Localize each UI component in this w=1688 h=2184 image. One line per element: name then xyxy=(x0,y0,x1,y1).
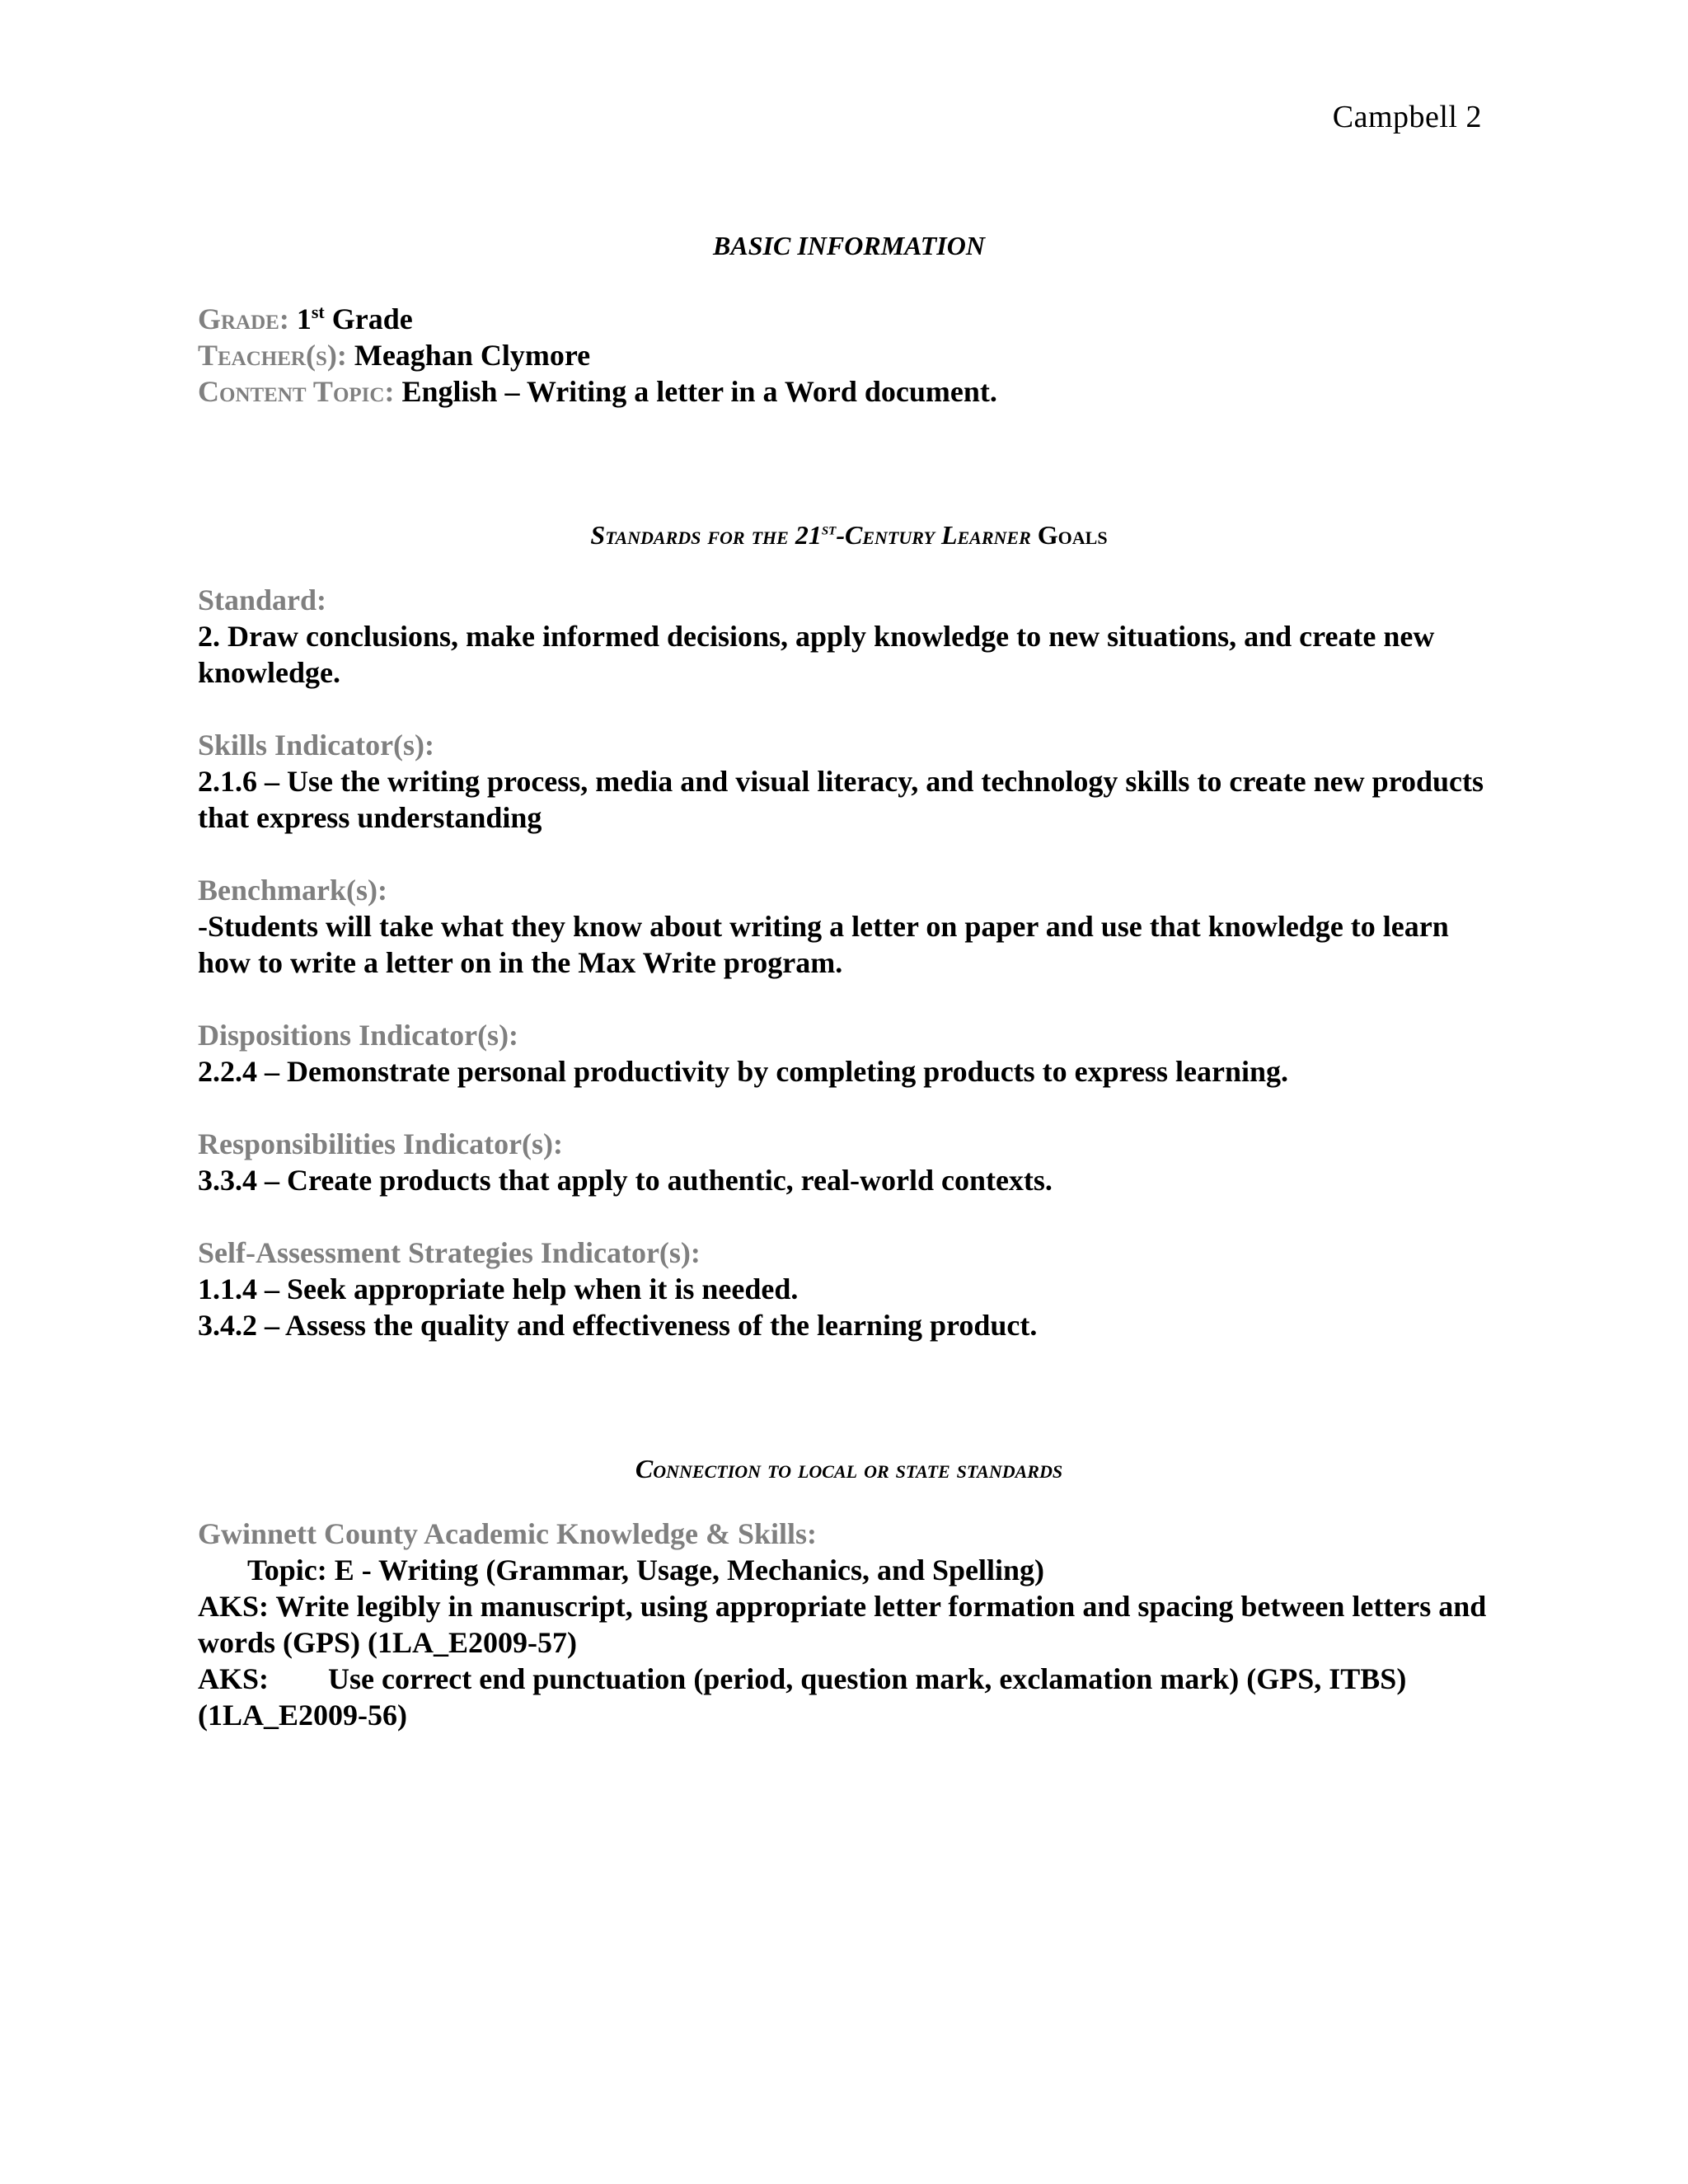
content-topic-line xyxy=(198,373,1500,410)
self-assessment-item: 1.1.4 – Seek appropriate help when it is needed. xyxy=(198,1272,799,1305)
self-assessment-item: 3.4.2 – Assess the quality and effectiveness of the learning product. xyxy=(198,1309,1038,1342)
self-assessment-label: Self-Assessment Strategies Indicator(s): xyxy=(198,1236,701,1269)
grade-value xyxy=(297,302,413,335)
teacher-value: Meaghan Clymore xyxy=(354,339,591,372)
teacher-label: Teacher(s): xyxy=(198,339,347,372)
aks-item-2-text: Use correct end punctuation (period, question mark, exclamation mark) (GPS, ITBS) (1LA_E2009-56) xyxy=(198,1662,1407,1732)
grade-word: Grade xyxy=(324,302,413,335)
section-title-connection xyxy=(198,1454,1500,1484)
grade-label: Grade: xyxy=(198,302,289,335)
connection-title-text: Connection to local or state standards xyxy=(635,1454,1063,1483)
grade-number: 1 xyxy=(296,302,312,335)
skills-indicator-text: 2.1.6 – Use the writing process, media and visual literacy, and technology skills to create new products that express understanding xyxy=(198,765,1484,834)
benchmark-label: Benchmark(s): xyxy=(198,874,387,907)
standards-title-superscript: st xyxy=(821,518,837,539)
standards-title-part1: Standards for the 21 xyxy=(590,520,822,550)
standard-label: Standard: xyxy=(198,583,327,616)
standards-title-part3: Goals xyxy=(1030,520,1108,550)
grade-ordinal-suffix: st xyxy=(311,302,325,322)
dispositions-indicator-label: Dispositions Indicator(s): xyxy=(198,1019,519,1052)
section-title-standards xyxy=(198,520,1500,551)
section-title-basic-information: BASIC INFORMATION xyxy=(713,231,985,260)
document-body xyxy=(198,231,1500,1733)
aks-item-2 xyxy=(198,1661,1500,1733)
page-header-name-number: Campbell 2 xyxy=(1332,100,1482,134)
teacher-line xyxy=(198,337,1500,373)
content-topic-label: Content Topic: xyxy=(198,375,395,408)
standard-text: 2. Draw conclusions, make informed decisions, apply knowledge to new situations, and create new knowledge. xyxy=(198,620,1435,689)
dispositions-indicator-text: 2.2.4 – Demonstrate personal productivity by completing products to express learning. xyxy=(198,1055,1288,1088)
responsibilities-indicator-label: Responsibilities Indicator(s): xyxy=(198,1127,564,1160)
standards-title-part2: -Century Learner xyxy=(836,520,1031,550)
aks-item-2-label: AKS: xyxy=(198,1662,270,1695)
grade-line xyxy=(198,301,1500,337)
gwinnett-label: Gwinnett County Academic Knowledge & Skills: xyxy=(198,1517,818,1550)
skills-indicator-label: Skills Indicator(s): xyxy=(198,729,435,762)
benchmark-text: -Students will take what they know about writing a letter on paper and use that knowledge to learn how to write a letter on in the Max Write program. xyxy=(198,910,1449,979)
responsibilities-indicator-text: 3.3.4 – Create products that apply to authentic, real-world contexts. xyxy=(198,1164,1053,1197)
topic-line: Topic: E - Writing (Grammar, Usage, Mechanics, and Spelling) xyxy=(247,1554,1045,1586)
aks-item-1: AKS: Write legibly in manuscript, using appropriate letter formation and spacing between letters and words (GPS) (1LA_E2009-57) xyxy=(198,1590,1487,1659)
content-topic-value: English – Writing a letter in a Word document. xyxy=(401,375,997,408)
